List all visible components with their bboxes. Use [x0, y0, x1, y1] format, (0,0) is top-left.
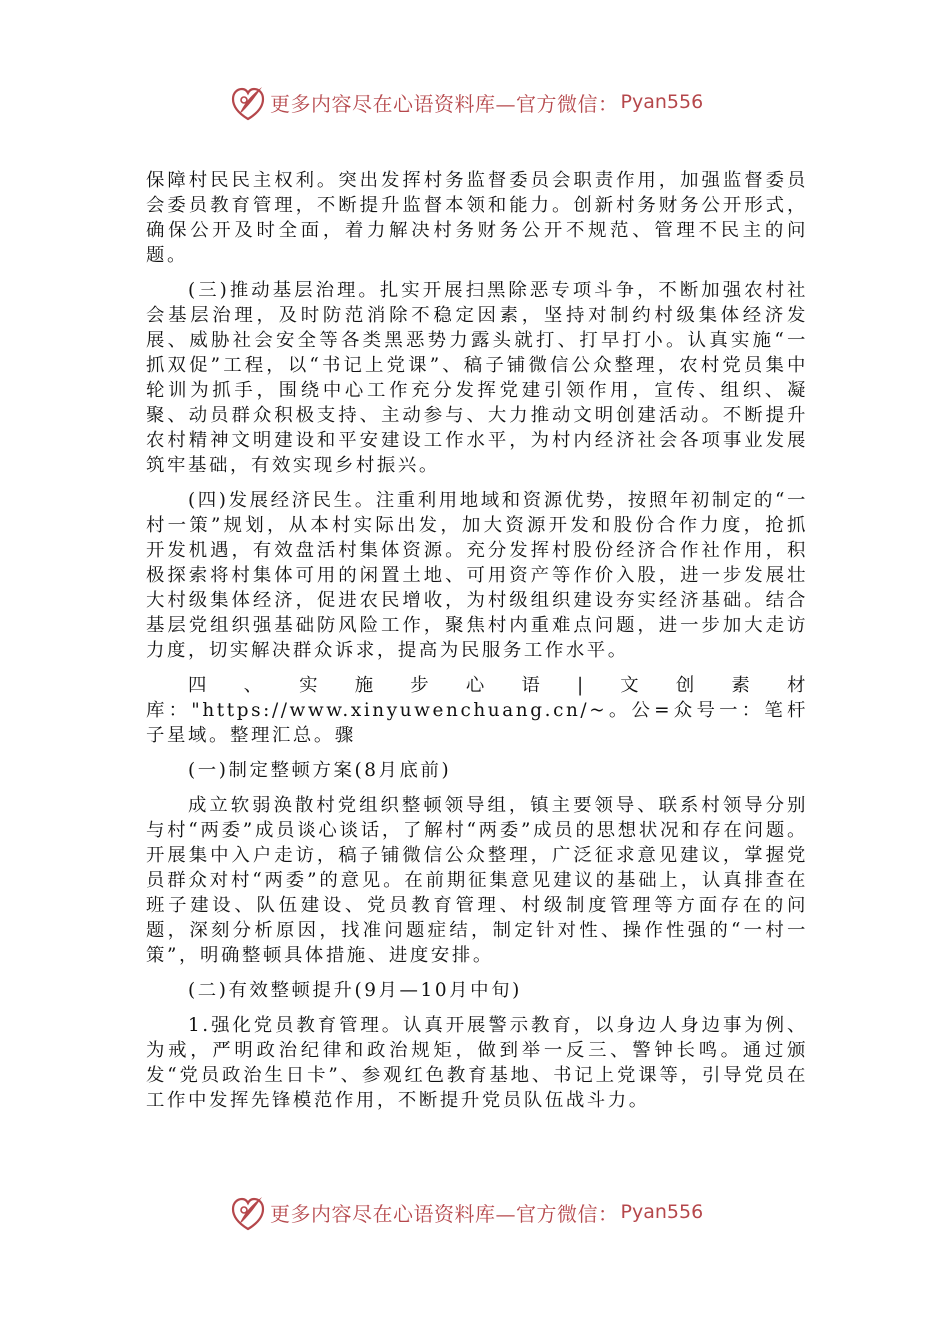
banner-text: 更多内容尽在心语资料库—官方微信：	[270, 91, 619, 116]
footer-watermark-banner	[228, 1192, 748, 1232]
banner-wechat-id: Pyan556	[620, 91, 704, 113]
paragraph-7-subheading: (二)有效整顿提升(9月—10月中旬)	[188, 980, 522, 1001]
paragraph-1: 保障村民民主权利。突出发挥村务监督委员会职责作用，加强监督委员会委员教育管理，不断提升监督本领和能力。创新村务财务公开形式，确保公开及时全面，着力解决村务财务公开不规范、管理不民主的问题。	[146, 170, 808, 266]
quill-logo-icon	[228, 1192, 268, 1232]
banner-wechat-id: Pyan556	[620, 1201, 704, 1223]
paragraph-2: (三)推动基层治理。扎实开展扫黑除恶专项斗争，不断加强农村社会基层治理，及时防范消除不稳定因素，坚持对制约村级集体经济发展、威胁社会安全等各类黑恶势力露头就打、打早打小。认真实施“一抓双促”工程，以“书记上党课”、稿子铺微信公众整理，农村党员集中轮训为抓手，围绕中心工作充分发挥党建引领作用，宣传、组织、凝聚、动员群众积极支持、主动参与、大力推动文明创建活动。不断提升农村精神文明建设和平安建设工作水平，为村内经济社会各项事业发展筑牢基础，有效实现乡村振兴。	[146, 280, 808, 476]
paragraph-3: (四)发展经济民生。注重利用地域和资源优势，按照年初制定的“一村一策”规划，从本村实际出发，加大资源开发和股份合作力度，抢抓开发机遇，有效盘活村集体资源。充分发挥村股份经济合作社作用，积极探索将村集体可用的闲置土地、可用资产等作价入股，进一步发展壮大村级集体经济，促进农民增收，为村级组织建设夯实经济基础。结合基层党组织强基础防风险工作，聚焦村内重难点问题，进一步加大走访力度，切实解决群众诉求，提高为民服务工作水平。	[146, 490, 808, 661]
paragraph-6: 成立软弱涣散村党组织整顿领导组，镇主要领导、联系村领导分别与村“两委”成员谈心谈话，了解村“两委”成员的思想状况和存在问题。开展集中入户走访，稿子铺微信公众整理，广泛征求意见建议，掌握党员群众对村“两委”的意见。在前期征集意见建议的基础上，认真排查在班子建设、队伍建设、党员教育管理、村级制度管理等方面存在的问题，深刻分析原因，找准问题症结，制定针对性、操作性强的“一村一策”，明确整顿具体措施、进度安排。	[146, 795, 808, 966]
header-watermark-banner	[228, 82, 748, 122]
quill-logo-icon	[228, 82, 268, 122]
document-body	[146, 168, 808, 1113]
paragraph-4-heading: 四、实施步心语|文创素材库："https://www.xinyuwenchuang.cn/~。公=众号一：笔杆子星域。整理汇总。骤	[146, 675, 808, 746]
paragraph-8: 1.强化党员教育管理。认真开展警示教育，以身边人身边事为例、为戒，严明政治纪律和政治规矩，做到举一反三、警钟长鸣。通过颁发“党员政治生日卡”、参观红色教育基地、书记上党课等，引导党员在工作中发挥先锋模范作用，不断提升党员队伍战斗力。	[146, 1015, 808, 1111]
paragraph-5-subheading: (一)制定整顿方案(8月底前)	[188, 760, 452, 781]
banner-text: 更多内容尽在心语资料库—官方微信：	[270, 1201, 619, 1226]
